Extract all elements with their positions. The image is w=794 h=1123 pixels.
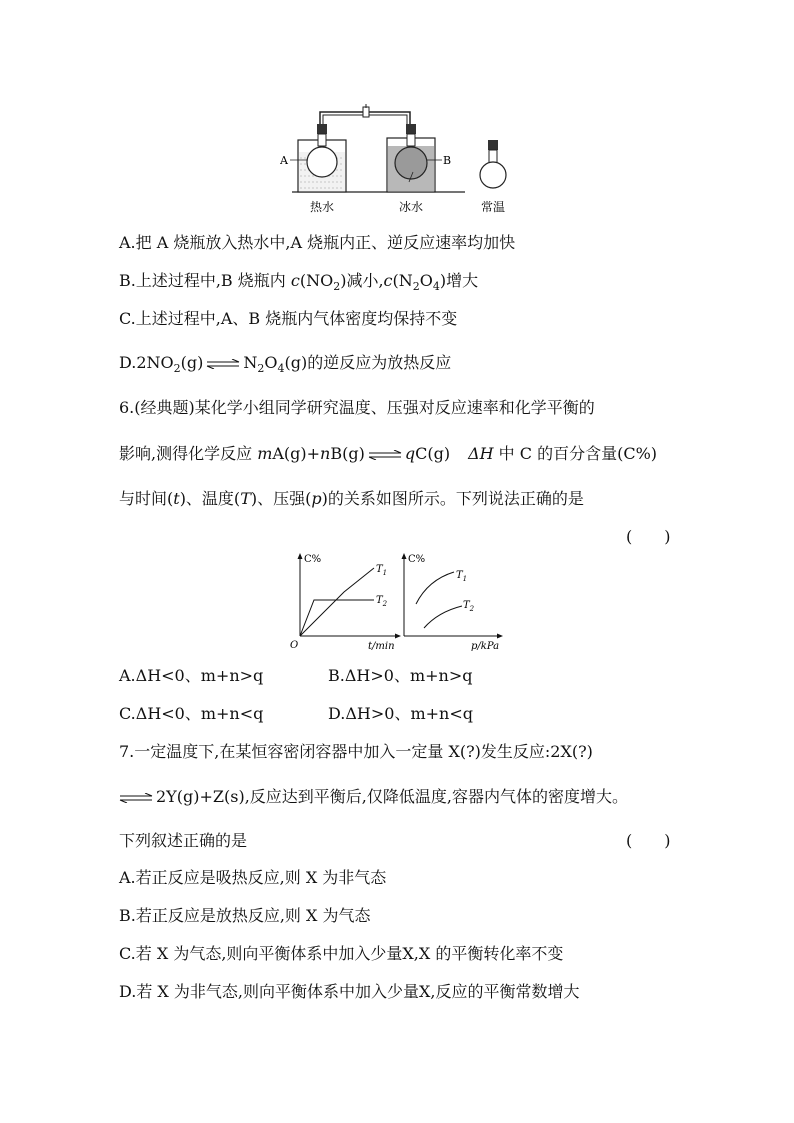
q7-option-a: A.若正反应是吸热反应,则 X 为非气态 [119,868,387,887]
equilibrium-arrow-icon [119,793,153,803]
q5-option-c: C.上述过程中,A、B 烧瓶内气体密度均保持不变 [119,309,458,328]
q7-answer-paren: ( ) [626,831,671,850]
q6-option-b: B.ΔH>0、m+n>q [328,666,473,685]
graph2-label-t1: $T_1$ [456,570,468,583]
graph-1 [290,553,401,652]
caption-room-temp: 常温 [481,200,506,214]
graph1-ylabel: C% [304,554,322,565]
graph2-ylabel: C% [408,554,426,565]
q7-stem-line2: 2Y(g)+Z(s),反应达到平衡后,仅降低温度,容器内气体的密度增大。 [119,786,628,808]
q6-stem-line3: 与时间(t)、温度(T)、压强(p)的关系如图所示。下列说法正确的是 [119,489,584,508]
q6-answer-paren: ( ) [626,527,671,546]
equilibrium-arrow-icon [206,359,240,369]
q5-option-a: A.把 A 烧瓶放入热水中,A 烧瓶内正、逆反应速率均加快 [119,233,516,252]
q6-option-d: D.ΔH>0、m+n<q [328,704,473,723]
graph1-curve-t1 [300,568,374,636]
graph1-origin: O [290,640,299,651]
graph-2 [402,553,504,652]
q7-stem-line1: 7.一定温度下,在某恒容密闭容器中加入一定量 X(?)发生反应:2X(?) [119,742,593,761]
q7-option-d: D.若 X 为非气态,则向平衡体系中加入少量X,反应的平衡常数增大 [119,982,580,1001]
apparatus-figure [280,100,520,220]
q6-graphs [286,550,508,654]
graph2-label-t2: $T_2$ [463,600,475,613]
graph2-curve-t2 [424,606,462,628]
q6-stem-line1: 6.(经典题)某化学小组同学研究温度、压强对反应速率和化学平衡的 [119,398,595,417]
q6-option-c: C.ΔH<0、m+n<q [119,704,264,723]
q7-stem-line3: 下列叙述正确的是 [119,831,248,850]
graph1-curve-t2 [300,600,374,636]
graph1-label-t2: $T_2$ [376,595,388,608]
graph2-curve-t1 [416,572,454,604]
graph2-xlabel: p/kPa [471,641,500,652]
q5-option-d: $D.2NO_2(g)$ $N_2O_4(g)$的逆反应为放热反应 [119,353,452,376]
q7-option-c: C.若 X 为气态,则向平衡体系中加入少量X,X 的平衡转化率不变 [119,944,564,963]
graph1-label-t1: $T_1$ [376,564,388,577]
graph1-xlabel: t/min [368,641,395,652]
label-a: A [280,154,288,167]
q7-option-b: B.若正反应是放热反应,则 X 为气态 [119,906,371,925]
caption-ice-water: 冰水 [399,200,424,214]
q6-option-a: A.ΔH<0、m+n>q [119,666,264,685]
equilibrium-arrow-icon [368,450,402,460]
q6-stem-line2: 影响,测得化学反应 mA(g)+nB(g) qC(g) ΔH 中 C 的百分含量(C%) [119,444,658,463]
q5-option-b: B.上述过程中,B 烧瓶内 $c(NO_2)$减小$,c(N_2O_4)$增大 [119,271,479,294]
caption-hot-water: 热水 [310,200,335,214]
label-b: B [443,154,452,167]
